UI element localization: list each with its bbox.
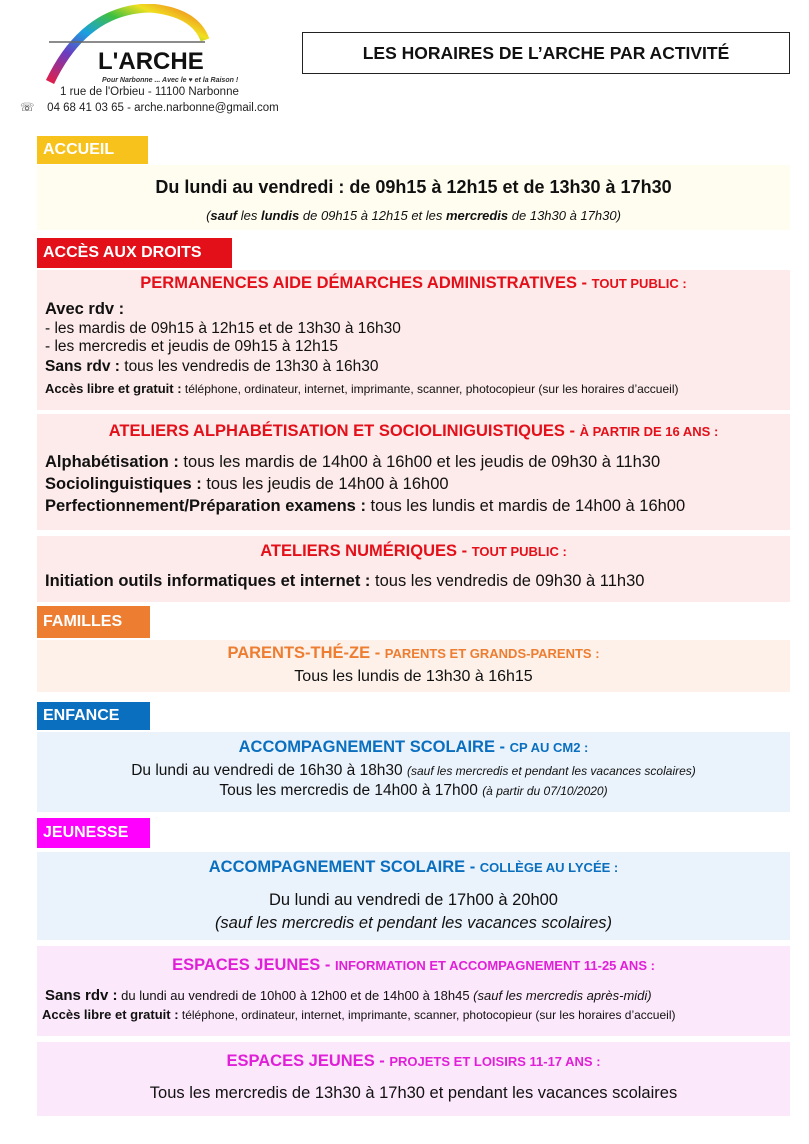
alpha-title: ATELIERS ALPHABÉTISATION ET SOCIOLINIGUISTIQUES - À PARTIR DE 16 ANS :: [108, 422, 719, 440]
numerique-box: [37, 536, 790, 602]
numerique-line: Initiation outils informatiques et internet : tous les vendredis de 09h30 à 11h30: [45, 572, 645, 590]
address: 1 rue de l'Orbieu - 11100 Narbonne: [60, 86, 239, 98]
enfance-line: Du lundi au vendredi de 16h30 à 18h30 (sauf les mercredis et pendant les vacances scolaires): [131, 762, 696, 779]
familles-box: [37, 640, 790, 692]
perf-line: Perfectionnement/Préparation examens : tous les lundis et mardis de 14h00 à 16h00: [45, 497, 686, 515]
enfance-line: Tous les mercredis de 14h00 à 17h00 (à partir du 07/10/2020): [219, 782, 608, 799]
logo-text: L'ARCHE: [98, 48, 204, 75]
espaces-jeunes-projets-box: [37, 1042, 790, 1116]
permanences-title: PERMANENCES AIDE DÉMARCHES ADMINISTRATIVES - TOUT PUBLIC :: [140, 274, 687, 292]
section-label-jeunesse: JEUNESSE: [37, 818, 150, 848]
numerique-title: ATELIERS NUMÉRIQUES - TOUT PUBLIC :: [260, 542, 567, 560]
ej2-hours: Tous les mercredis de 13h30 à 17h30 et pendant les vacances scolaires: [149, 1084, 678, 1102]
ej1-title: ESPACES JEUNES - INFORMATION ET ACCOMPAGNEMENT 11-25 ANS :: [172, 956, 655, 974]
jeunesse-acc-box: [37, 852, 790, 940]
perm-line: - les mardis de 09h15 à 12h15 et de 13h30 à 16h30: [45, 320, 401, 337]
accueil-box: [37, 165, 790, 230]
sans-rdv: Sans rdv : tous les vendredis de 13h30 à 16h30: [45, 358, 379, 375]
contact: [20, 100, 279, 114]
familles-title: PARENTS-THÉ-ZE - PARENTS ET GRANDS-PARENTS :: [227, 644, 600, 662]
acces-libre: Accès libre et gratuit : téléphone, ordinateur, internet, imprimante, scanner, photocopieur (sur les horaires d’accueil): [45, 381, 679, 396]
section-label-enfance: ENFANCE: [37, 702, 150, 730]
ej1-sans: Sans rdv : du lundi au vendredi de 10h00 à 12h00 et de 14h00 à 18h45 (sauf les mercredis après-midi): [45, 987, 652, 1004]
socio-line: Sociolinguistiques : tous les jeudis de 14h00 à 16h00: [45, 475, 449, 493]
avec-rdv: Avec rdv :: [45, 300, 125, 318]
section-label-droits: ACCÈS AUX DROITS: [37, 238, 232, 268]
page-title: LES HORAIRES DE L’ARCHE PAR ACTIVITÉ: [302, 32, 790, 74]
ej1-libre: Accès libre et gratuit : téléphone, ordinateur, internet, imprimante, scanner, photocopieur (sur les horaires d’accueil): [42, 1007, 676, 1022]
accueil-note: (sauf les lundis de 09h15 à 12h15 et les mercredis de 13h30 à 17h30): [206, 208, 621, 223]
permanences-box: [37, 270, 790, 410]
phone-icon: ☏: [20, 102, 48, 114]
espaces-jeunes-info-box: [37, 946, 790, 1036]
alpha-line: Alphabétisation : tous les mardis de 14h00 à 16h00 et les jeudis de 09h30 à 11h30: [45, 453, 661, 471]
jeunesse-acc-note: (sauf les mercredis et pendant les vacances scolaires): [214, 914, 613, 932]
enfance-box: [37, 732, 790, 812]
enfance-title: ACCOMPAGNEMENT SCOLAIRE - CP AU CM2 :: [238, 738, 589, 756]
section-label-familles: FAMILLES: [37, 606, 150, 638]
tagline: Pour Narbonne ... Avec le ♥ et la Raison !: [102, 77, 239, 84]
jeunesse-acc-title: ACCOMPAGNEMENT SCOLAIRE - COLLÈGE AU LYCÉE :: [208, 858, 619, 876]
alpha-box: [37, 414, 790, 530]
accueil-hours: Du lundi au vendredi : de 09h15 à 12h15 et de 13h30 à 17h30: [155, 177, 672, 197]
jeunesse-acc-line: Du lundi au vendredi de 17h00 à 20h00: [269, 891, 558, 909]
contact-text: 04 68 41 03 65 - arche.narbonne@gmail.com: [47, 102, 279, 114]
ej2-title: ESPACES JEUNES - PROJETS ET LOISIRS 11-17 ANS :: [226, 1052, 601, 1070]
perm-line: - les mercredis et jeudis de 09h15 à 12h15: [45, 338, 338, 355]
familles-hours: Tous les lundis de 13h30 à 16h15: [294, 668, 533, 685]
section-label-accueil: ACCUEIL: [37, 136, 148, 164]
